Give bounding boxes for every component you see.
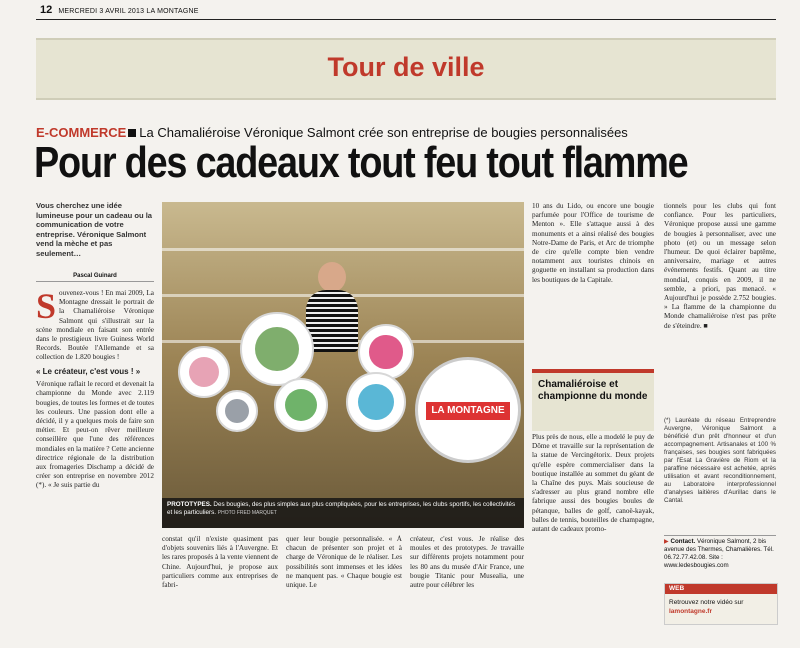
candle-disc — [274, 378, 328, 432]
box-title: Chamaliéroise et championne du monde — [538, 379, 648, 402]
intertitle-box — [532, 369, 654, 431]
paragraph: constat qu'il n'existe quasiment pas d'objets souvenirs liés à l'Auvergne. Et les rares proposés à la vente viennent de Chine. Aujourd'hui, je propose aux particuliers comme aux entreprises de fabri- — [162, 535, 278, 590]
paragraph: créateur, c'est vous. Je réalise des moules et des prototypes. Je travaille sur différents projets notamment pour les 80 ans du musée d'Air France, une bougie Titanic pour Musealia, une autre pour célébrer les — [410, 535, 524, 590]
text-column-3 — [286, 535, 402, 627]
text-column-5-bottom — [532, 433, 654, 627]
caption-label: PROTOTYPES. — [167, 501, 212, 508]
candle-disc — [346, 372, 406, 432]
section-banner — [36, 38, 776, 100]
web-link[interactable]: lamontagne.fr — [669, 608, 712, 615]
kicker-text: La Chamaliéroise Véronique Salmont crée son entreprise de bougies personnalisées — [139, 125, 628, 140]
text-column-5-top — [532, 202, 654, 364]
contact-text: Véronique Salmont, 2 bis avenue des Thermes, Chamalières. Tél. 06.72.77.42.08. Site : www.ledesbougies.com — [664, 538, 774, 569]
footnote: (*) Lauréate du réseau Entreprendre Auvergne, Véronique Salmont a bénéficié d'un prêt d'honneur et d'un accompagnement. Artisanales et 100 % françaises, ses bougies sont fabriquées par l'Esat La Gravière de Riom et la paraffine nécessaire est achetée, après utilisation et avant reconditionnement, au Laboratoire interprofessionnel d'analyses laitières d'Aurillac dans le Cantal. — [664, 417, 776, 504]
text-column-4 — [410, 535, 524, 627]
candle-disc — [358, 324, 414, 380]
intertitle: « Le créateur, c'est vous ! » — [36, 366, 141, 376]
article-photo — [162, 202, 524, 528]
photo-caption — [162, 498, 524, 528]
contact-label: Contact. — [670, 538, 696, 545]
paragraph: 10 ans du Lido, ou encore une bougie parfumée pour l'Office de tourisme de Menton ». Elle s'attaque aussi à des monuments et a ainsi réalisé des bougies Notre-Dame de Paris, et Arc de triomphe de cire qu'elle compte bien vendre notamment aux touristes chinois en goguette en installant sa production dans les boutiques de la Capitale. — [532, 202, 654, 284]
paragraph: Plus près de nous, elle a modelé le puy de Dôme et travaille sur la représentation de la statue de Vercingétorix. Deux projets qu'elle espère commercialiser dans la boutique installée au sommet du géant de la Chaîne des puys. Mais soucieuse de s'adresser au plus grand nombre elle fabrique aussi des bougies boules de pétanque, balles de golf, canoë-kayak, balles de tennis, bouteilles de champagne, autant de cadeaux promo- — [532, 433, 654, 534]
web-promo-box — [664, 583, 778, 625]
article-standfirst: Vous cherchez une idée lumineuse pour un cadeau ou la communication de votre entreprise. Véronique Salmont vend la mèche et pas seulement… — [36, 201, 153, 258]
page-number: 12 — [40, 4, 53, 16]
paragraph: Véronique raflait le record et devenait la championne du Monde avec 2.119 bougies, de toutes les formes et de toutes les couleurs. Une passion dont elle a décidé, il y a quelques mois de faire son métier. Et peut-on rêver meilleure conseillère que l'une des références mondiales en la matière ? Cette ancienne directrice régionale de la distribution aux fromageries Dischamp a décidé de créer son entreprise en novembre 2012 (*). « Je suis partie du — [36, 380, 154, 490]
triangle-icon: ▶ — [664, 538, 669, 545]
candle-disc — [178, 346, 230, 398]
web-label: WEB — [665, 584, 777, 594]
text-column-2 — [162, 535, 278, 627]
kicker-tag: E-COMMERCE — [36, 125, 127, 140]
section-title: Tour de ville — [327, 52, 485, 82]
paragraph: tionnels pour les clubs qui font confiance. Pour les particuliers, Véronique propose aussi une gamme de bougies à personnaliser, avec une photo (et) ou un message selon l'humeur. De quoi éclairer baptême, anniversaire, mariage et autres événements festifs. Quant au titre mondial, conquis en 2009, il ne semble, a priori, pas menacé. « Aujourd'hui je possède 2.752 bougies. » La flamme de la championne du Monde chamaliéroise n'est pas prête de s'éteindre. ■ — [664, 202, 776, 330]
article-author: Pascal Guinard — [36, 273, 154, 282]
issue-date: MERCREDI 3 AVRIL 2013 LA MONTAGNE — [58, 8, 199, 15]
web-text: Retrouvez notre vidéo sur — [669, 599, 744, 606]
text-column-6 — [664, 202, 776, 412]
paragraph: ouvenez-vous ! En mai 2009, La Montagne dressait le portrait de la Chamaliéroise Véronique Salmont qui s'illustrait sur la scène mondiale en faisant son entrée dans le prestigieux livre Guiness World Records. Boutée l'Allemande et sa collection de 1.820 bougies ! — [36, 289, 154, 362]
folio-rule — [36, 19, 776, 20]
photo-credit: PHOTO FRED MARQUET — [217, 510, 277, 516]
drop-cap: S — [36, 289, 57, 326]
square-bullet-icon — [128, 129, 136, 137]
contact-info — [664, 535, 776, 570]
candle-disc — [216, 390, 258, 432]
page-folio — [40, 4, 199, 16]
shelf — [162, 248, 524, 251]
text-column-1 — [36, 289, 154, 627]
newspaper-logo-candle — [415, 357, 521, 463]
paragraph: quer leur bougie personnalisée. « À chacun de présenter son projet et à charge de Véronique de le réaliser. Les possibilités sont immenses et les idées ne manquent pas. « Chaque bougie est unique. Le — [286, 535, 402, 590]
candle-disc — [240, 312, 314, 386]
logo-band: LA MONTAGNE — [426, 402, 510, 420]
article-headline: Pour des cadeaux tout feu tout flamme — [34, 138, 688, 187]
caption-text: Des bougies, des plus simples aux plus compliquées, pour les entreprises, les clubs sportifs, les collectivités et les particuliers. — [167, 501, 516, 516]
